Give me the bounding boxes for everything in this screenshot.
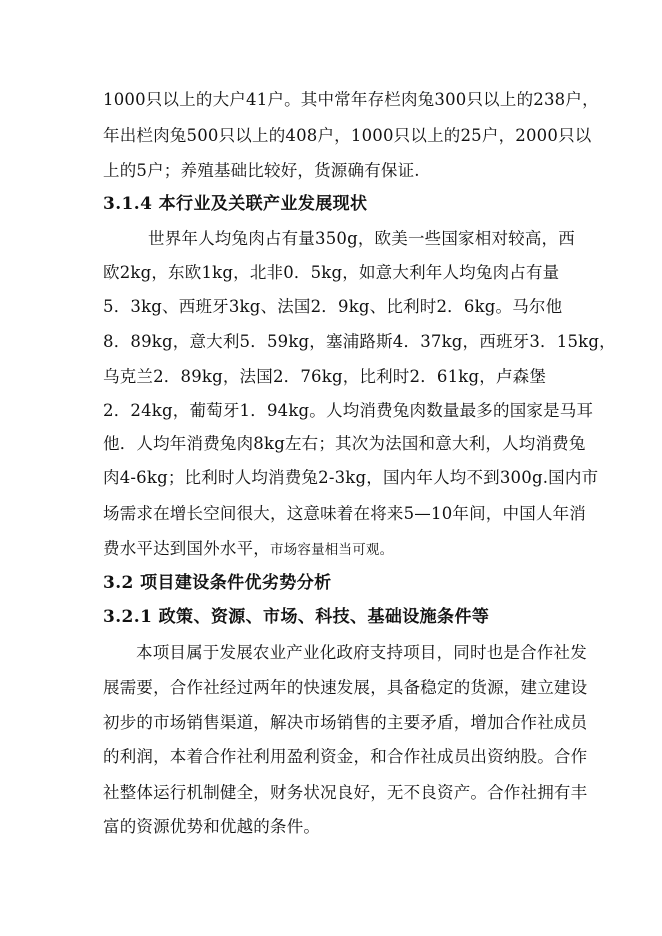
para2-line-10 xyxy=(103,538,393,561)
para2-line-3: 5．3kg、西班牙3kg、法国2．9kg、比利时2．6kg。马尔他 xyxy=(103,297,563,316)
para1-line-1: 1000只以上的大户41户。其中常年存栏肉兔300只以上的238户， xyxy=(103,90,599,109)
para2-line-2: 欧2kg，东欧1kg，北非0．5kg，如意大利年人均兔肉占有量 xyxy=(103,263,560,282)
section-heading-3-2: 3.2 项目建设条件优劣势分析 xyxy=(103,573,332,593)
para1-line-3: 上的5户；养殖基础比较好，货源确有保证. xyxy=(103,161,420,180)
para3-line-5: 社整体运行机制健全，财务状况良好，无不良资产。合作社拥有丰 xyxy=(103,783,588,802)
para2-line-6: 2．24kg，葡萄牙1．94kg。人均消费兔肉数量最多的国家是马耳 xyxy=(103,401,594,420)
para3-line-1: 本项目属于发展农业产业化政府支持项目，同时也是合作社发 xyxy=(136,643,587,662)
para2-last-line-main: 费水平达到国外水平， xyxy=(103,539,270,558)
para2-line-1: 世界年人均兔肉占有量350g，欧美一些国家相对较高，西 xyxy=(148,229,575,248)
para2-line-8: 肉4-6kg；比利时人均消费兔2-3kg，国内年人均不到300g.国内市 xyxy=(103,468,599,487)
para3-line-3: 初步的市场销售渠道，解决市场销售的主要矛盾，增加合作社成员 xyxy=(103,713,588,732)
para1-line-2: 年出栏肉兔500只以上的408户，1000只以上的25户，2000只以 xyxy=(103,126,592,145)
para3-line-6: 富的资源优势和优越的条件。 xyxy=(103,817,321,836)
para2-line-5: 乌克兰2．89kg，法国2．76kg，比利时2．61kg，卢森堡 xyxy=(103,367,547,386)
para2-line-4: 8．89kg，意大利5．59kg，塞浦路斯4．37kg，西班牙3．15kg， xyxy=(103,332,616,351)
para3-line-4: 的利润，本着合作社利用盈利资金，和合作社成员出资纳股。合作 xyxy=(103,747,588,766)
para2-last-line-small: 市场容量相当可观。 xyxy=(270,542,394,558)
para2-line-7: 他．人均年消费兔肉8kg左右；其次为法国和意大利，人均消费兔 xyxy=(103,434,586,453)
para3-line-2: 展需要，合作社经过两年的快速发展，具备稳定的货源，建立建设 xyxy=(103,678,588,697)
section-heading-3-2-1: 3.2.1 政策、资源、市场、科技、基础设施条件等 xyxy=(103,607,490,627)
section-heading-3-1-4: 3.1.4 本行业及关联产业发展现状 xyxy=(103,194,368,214)
para2-line-9: 场需求在增长空间很大，这意味着在将来5—10年间，中国人年消 xyxy=(103,504,586,523)
